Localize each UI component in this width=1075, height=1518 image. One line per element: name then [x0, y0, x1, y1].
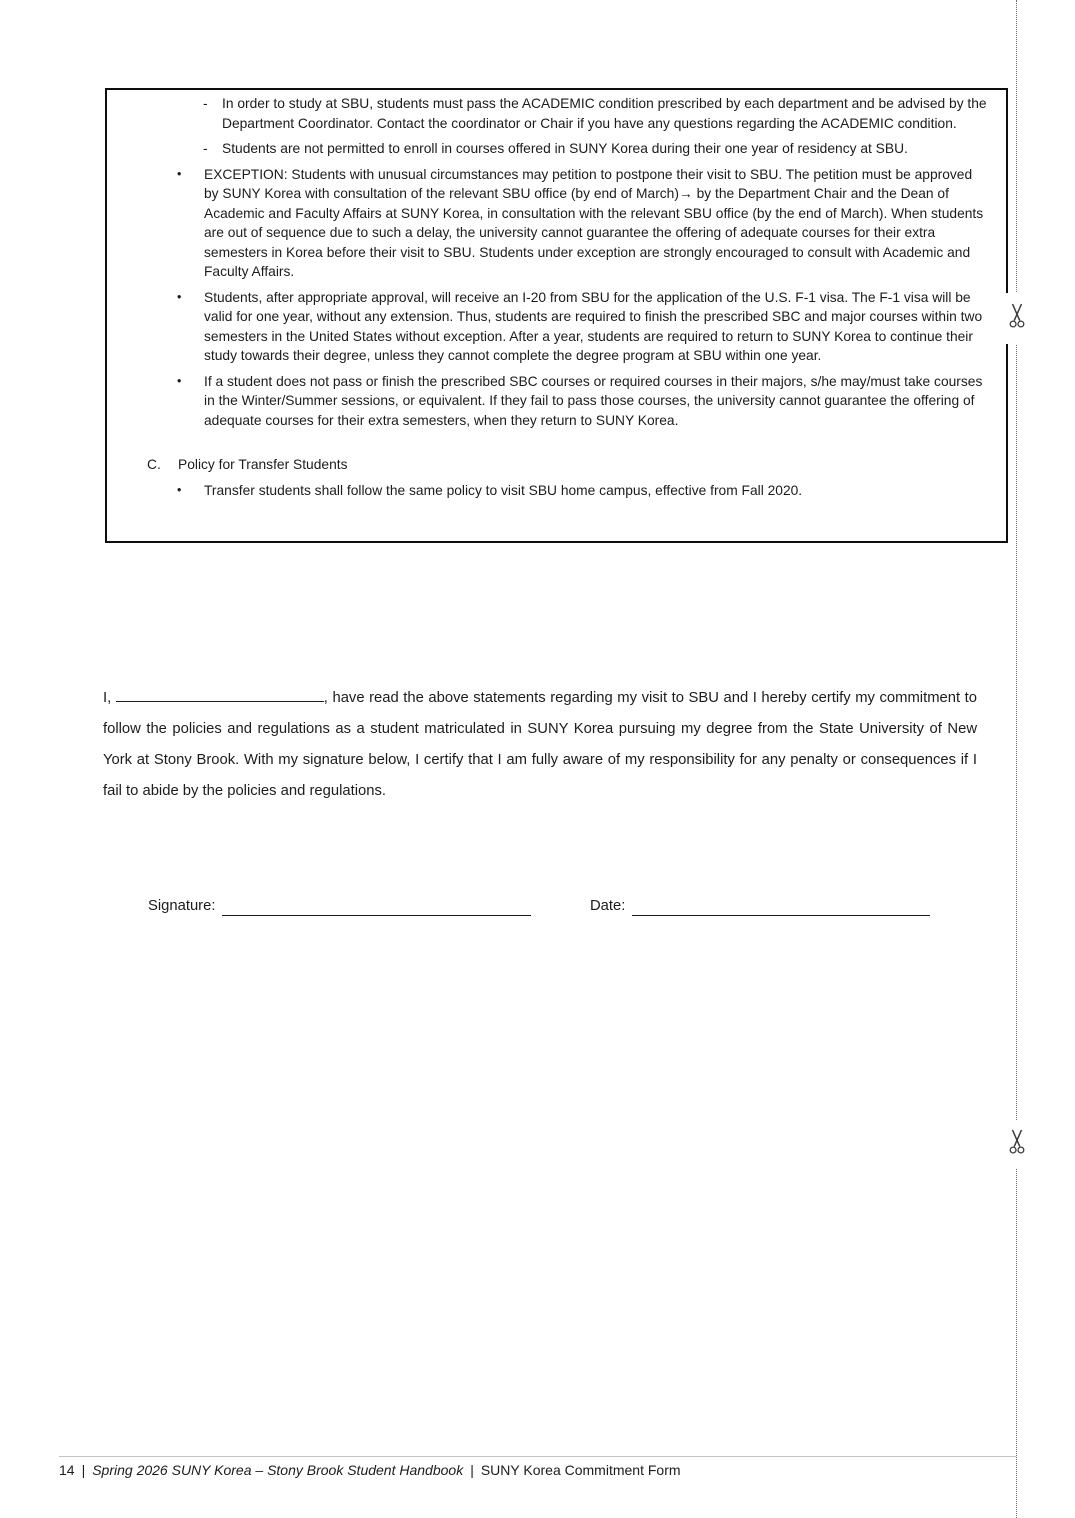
policy-item-text: Students, after appropriate approval, will receive an I-20 from SBU for the application of the U.S. F-1 visa. The F-1 visa will be valid for one year, without any extension. Thus, students are required to finish the prescribed SBC and major courses within two semesters in the United States without exception. After a year, students are required to return to SUNY Korea to continue their study towards their degree, unless they cannot complete the degree program at SBU within one year.: [204, 289, 983, 363]
dash-marker: -: [203, 96, 208, 111]
policy-item-text: EXCEPTION: Students with unusual circumstances may petition to postpone their visit to SBU. The petition must be approved by SUNY Korea with consultation of the relevant SBU office (by end of March)→ by the Department Chair and the Dean of Academic and Faculty Affairs at SUNY Korea, in consultation with the relevant SBU office (by the end of March). When students are out of sequence due to such a delay, the university cannot guarantee the offering of adequate courses for their extra semesters in Korea before their visit to SBU. Students under exception are strongly encouraged to consult with Academic and Faculty Affairs.: [204, 166, 984, 279]
dash-marker: -: [203, 141, 208, 156]
bullet-marker: •: [177, 166, 182, 181]
footer: [59, 1462, 681, 1478]
section-c-title: Policy for Transfer Students: [178, 457, 348, 472]
footer-page-number: 14: [59, 1462, 75, 1478]
date-field[interactable]: [632, 885, 930, 916]
section-c-label: C.: [147, 457, 161, 472]
scissors-icon: [1009, 1129, 1025, 1161]
policy-item: [107, 481, 1006, 501]
signature-field[interactable]: [222, 885, 531, 916]
cut-mark-top: [1000, 293, 1034, 344]
policy-item-text: If a student does not pass or finish the prescribed SBC courses or required courses in their majors, s/he may/must take courses in the Winter/Summer sessions, or equivalent. If they fail to pass those courses, the university cannot guarantee the offering of adequate courses for their extra semesters, when they return to SUNY Korea.: [204, 373, 983, 428]
policy-item-text: Transfer students shall follow the same policy to visit SBU home campus, effective from Fall 2020.: [204, 482, 803, 498]
footer-form-name: SUNY Korea Commitment Form: [480, 1462, 681, 1478]
bullet-marker: •: [177, 289, 182, 304]
date-label: Date:: [590, 898, 626, 914]
footer-handbook-title: Spring 2026 SUNY Korea – Stony Brook Student Handbook: [92, 1462, 464, 1478]
section-c-heading: [107, 455, 1006, 475]
footer-separator: |: [470, 1462, 474, 1478]
cut-dotted-line: [1016, 0, 1017, 1518]
bullet-marker: •: [177, 373, 182, 388]
policy-item: [107, 288, 1006, 366]
footer-divider: [59, 1456, 1016, 1457]
policy-item: [107, 139, 1006, 159]
certification-prefix: I,: [103, 690, 112, 706]
bullet-marker: •: [177, 482, 182, 497]
name-blank-field[interactable]: [116, 688, 324, 702]
policy-item: [107, 94, 1006, 133]
scissors-icon: [1009, 303, 1025, 335]
signature-label: Signature:: [148, 898, 216, 914]
policy-item: [107, 372, 1006, 431]
certification-body: , have read the above statements regarding my visit to SBU and I hereby certify my commitment to follow the policies and regulations as a student matriculated in SUNY Korea pursuing my degree from the State University of New York at Stony Brook. With my signature below, I certify that I am fully aware of my responsibility for any penalty or consequences if I fail to abide by the policies and regulations.: [103, 690, 977, 799]
policy-item-text: In order to study at SBU, students must pass the ACADEMIC condition prescribed by each department and be advised by the Department Coordinator. Contact the coordinator or Chair if you have any questions regarding the ACADEMIC condition.: [222, 96, 987, 131]
cut-mark-bottom: [1000, 1121, 1034, 1169]
certification-paragraph: [103, 683, 977, 807]
policy-item: [107, 165, 1006, 282]
footer-separator: |: [81, 1462, 86, 1478]
policy-item-text: Students are not permitted to enroll in courses offered in SUNY Korea during their one year of residency at SBU.: [222, 141, 908, 156]
policy-box: [105, 88, 1008, 543]
